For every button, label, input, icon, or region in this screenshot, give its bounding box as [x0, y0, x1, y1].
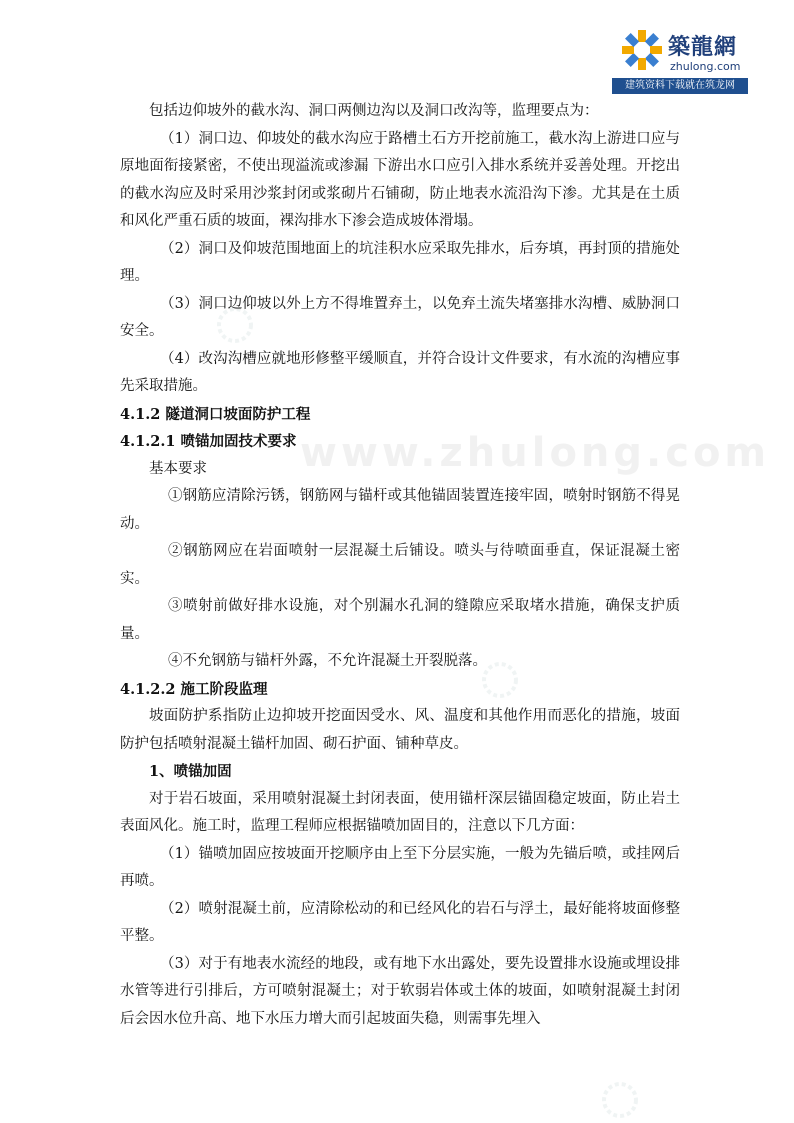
section-heading: 4.1.2.2 施工阶段监理: [120, 680, 268, 698]
logo-slogan: 建筑资料下载就在筑龙网: [612, 78, 748, 94]
snowflake-logo-icon: [620, 28, 664, 72]
paragraph: （1）洞口边、仰坡处的截水沟应于路槽土石方开挖前施工，截水沟上游进口应与原地面衔接紧密，不使出现溢流或渗漏 下游出水口应引入排水系统并妥善处理。开挖出的截水沟应及时采用沙浆封闭或浆砌片石铺砌，防止地表水流沿沟下渗。尤其是在土质和风化严重石质的坡面，裸沟排水下渗会造成坡体滑塌。: [120, 130, 680, 229]
paragraph: （1）锚喷加固应按坡面开挖顺序由上至下分层实施，一般为先锚后喷，或挂网后再喷。: [120, 845, 680, 889]
logo-title: 築龍網: [668, 34, 738, 60]
watermark-snowflake-icon: [600, 1080, 640, 1120]
list-item: ①钢筋应清除污锈，钢筋网与锚杆或其他锚固装置连接牢固，喷射时钢筋不得晃动。: [120, 488, 680, 532]
list-item: ③喷射前做好排水设施，对个别漏水孔洞的缝隙应采取堵水措施，确保支护质量。: [120, 598, 680, 642]
paragraph: （2）喷射混凝土前，应清除松动的和已经风化的岩石与浮土，最好能将坡面修整平整。: [120, 900, 680, 944]
paragraph: （3）洞口边仰坡以外上方不得堆置弃土，以免弃土流失堵塞排水沟槽、威胁洞口安全。: [120, 295, 680, 339]
paragraph: 基本要求: [149, 460, 207, 477]
section-heading: 4.1.2.1 喷锚加固技术要求: [120, 433, 297, 450]
logo-url: zhulong.com: [670, 60, 741, 73]
paragraph: （2）洞口及仰坡范围地面上的坑洼积水应采取先排水，后夯填，再封顶的措施处理。: [120, 240, 680, 284]
section-heading: 4.1.2 隧道洞口坡面防护工程: [120, 405, 311, 423]
subsection-heading: 1、喷锚加固: [149, 763, 232, 780]
site-logo[interactable]: [612, 20, 748, 94]
list-item: ④不允钢筋与锚杆外露，不允许混凝土开裂脱落。: [168, 653, 487, 669]
document-body: [120, 98, 680, 1033]
paragraph: 包括边仰坡外的截水沟、洞口两侧边沟以及洞口改沟等，监理要点为：: [149, 103, 599, 119]
paragraph: 对于岩石坡面，采用喷射混凝土封闭表面，使用锚杆深层锚固稳定坡面，防止岩土表面风化。施工时，监理工程师应根据锚喷加固目的，注意以下几方面：: [120, 790, 680, 834]
paragraph: （3）对于有地表水流经的地段，或有地下水出露处，要先设置排水设施或埋设排水管等进行引排后，方可喷射混凝土；对于软弱岩体或土体的坡面，如喷射混凝土封闭后会因水位升高、地下水压力增大而引起坡面失稳，则需事先埋入: [120, 955, 680, 1027]
list-item: ②钢筋网应在岩面喷射一层混凝土后铺设。喷头与待喷面垂直，保证混凝土密实。: [120, 543, 680, 587]
paragraph: （4）改沟沟槽应就地形修整平缓顺直，并符合设计文件要求，有水流的沟槽应事先采取措施。: [120, 350, 680, 394]
watermark-text: www.zhulong.com: [300, 430, 771, 476]
paragraph: 坡面防护系指防止边抑坡开挖面因受水、风、温度和其他作用而恶化的措施，坡面防护包括喷射混凝土锚杆加固、砌石护面、铺种草皮。: [120, 708, 680, 752]
